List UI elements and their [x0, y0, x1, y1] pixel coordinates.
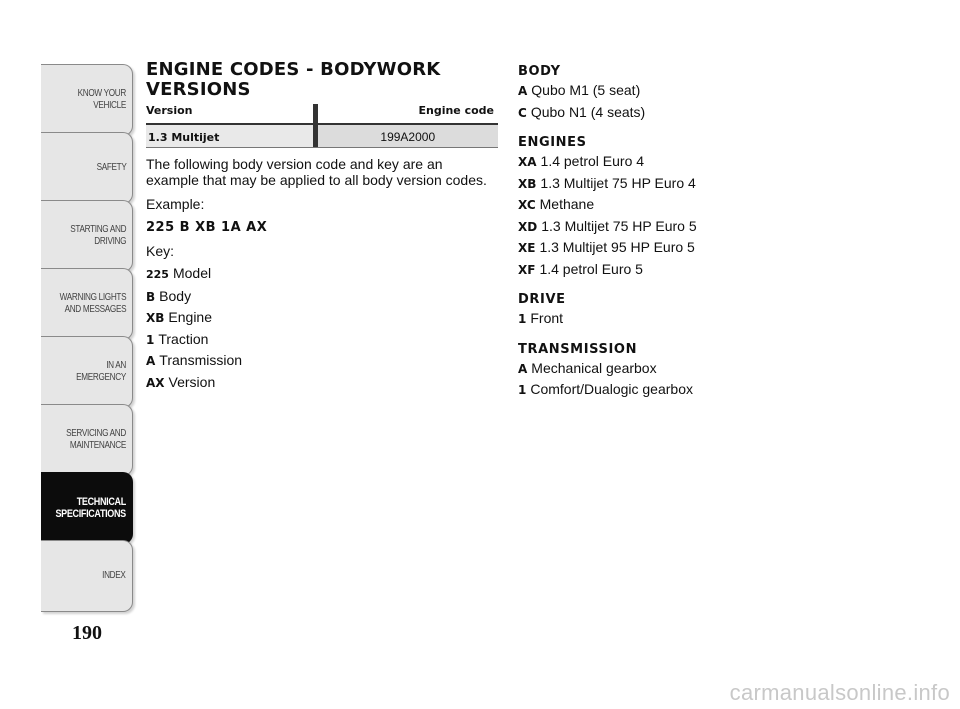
item-text: Front: [530, 310, 564, 326]
header-engine-code: Engine code: [318, 104, 498, 124]
tab-servicing[interactable]: [41, 404, 133, 476]
tab-label: IN AN EMERGENCY: [76, 360, 126, 383]
cell-version: 1.3 Multijet: [146, 124, 313, 148]
item-text: Qubo N1 (4 seats): [530, 103, 646, 120]
item-text: 1.3 Multijet 75 HP Euro 4: [540, 174, 696, 191]
list-item: [146, 263, 498, 286]
item-code: XF: [518, 262, 536, 277]
key-code: B: [146, 289, 156, 304]
list-item: [518, 102, 778, 124]
section-title: ENGINE CODES - BODYWORK VERSIONS: [146, 59, 441, 100]
list-item: [518, 237, 778, 259]
key-text: Traction: [158, 330, 209, 347]
item-text: Methane: [539, 196, 595, 212]
tab-starting-and-driving[interactable]: [41, 200, 133, 272]
item-text: 1.4 petrol Euro 4: [540, 153, 645, 169]
item-code: XC: [518, 198, 536, 212]
key-code: 1: [146, 332, 155, 347]
table-row: [146, 124, 498, 148]
engine-codes-section: [146, 60, 498, 393]
list-item: [518, 358, 778, 380]
key-list: [146, 263, 498, 393]
item-code: C: [518, 105, 527, 120]
key-text: Transmission: [159, 352, 243, 368]
intro-paragraph: The following body version code and key are an example that may be applied to all body version codes.: [146, 156, 487, 188]
item-text: 1.3 Multijet 75 HP Euro 5: [541, 217, 697, 234]
list-item: [146, 329, 498, 351]
list-item: [146, 372, 498, 394]
key-code: 225: [146, 268, 169, 281]
key-text: Engine: [168, 309, 212, 325]
key-code: XB: [146, 311, 165, 325]
list-item: [518, 379, 778, 401]
list-item: [518, 173, 778, 195]
heading-drive: DRIVE: [518, 292, 566, 307]
key-text: Body: [159, 287, 192, 304]
heading-body: BODY: [518, 64, 561, 79]
list-item: [518, 259, 778, 281]
item-code: XE: [518, 241, 536, 255]
tab-label: STARTING AND DRIVING: [70, 224, 126, 247]
list-item: [146, 307, 498, 329]
key-text: Version: [168, 373, 216, 390]
list-item: [518, 194, 778, 216]
list-item: [146, 350, 498, 372]
item-code: 1: [518, 312, 527, 326]
item-text: Mechanical gearbox: [531, 359, 657, 376]
key-text: Model: [172, 265, 212, 281]
item-code: XD: [518, 219, 538, 234]
tab-label: SAFETY: [96, 162, 126, 173]
tab-index[interactable]: [41, 540, 133, 612]
tab-know-your-vehicle[interactable]: [41, 64, 133, 136]
key-code: AX: [146, 375, 165, 390]
watermark: carmanualsonline.info: [729, 680, 950, 705]
item-text: Comfort/Dualogic gearbox: [530, 381, 693, 397]
example-label: Example:: [146, 196, 205, 212]
tab-label: SERVICING AND MAINTENANCE: [66, 428, 126, 451]
heading-engines: ENGINES: [518, 135, 587, 150]
key-label: Key:: [146, 243, 175, 259]
key-code: A: [146, 354, 156, 368]
chapter-tab-nav: [41, 64, 133, 608]
list-item: [518, 151, 778, 173]
tab-label: KNOW YOUR VEHICLE: [77, 88, 126, 111]
item-code: A: [518, 361, 528, 376]
example-code: 225 B XB 1A AX: [146, 220, 268, 235]
tab-technical-specifications[interactable]: [41, 472, 133, 544]
table-header-row: [146, 104, 498, 124]
page-number: 190: [72, 622, 102, 644]
item-code: 1: [518, 383, 527, 397]
header-version: Version: [146, 104, 313, 124]
tab-safety[interactable]: [41, 132, 133, 204]
tab-label: WARNING LIGHTS AND MESSAGES: [59, 292, 126, 315]
list-item: [518, 308, 778, 330]
tab-label: TECHNICAL SPECIFICATIONS: [55, 496, 126, 520]
item-text: 1.4 petrol Euro 5: [539, 260, 643, 277]
item-text: 1.3 Multijet 95 HP Euro 5: [539, 239, 695, 255]
list-item: [518, 216, 778, 238]
item-code: XA: [518, 155, 537, 169]
item-code: XB: [518, 176, 537, 191]
heading-transmission: TRANSMISSION: [518, 341, 638, 357]
tab-label: INDEX: [102, 570, 126, 581]
cell-engine-code: 199A2000: [318, 124, 498, 148]
item-text: Qubo M1 (5 seat): [531, 82, 641, 98]
list-item: [518, 80, 778, 102]
code-legend: [518, 64, 778, 401]
engine-code-table: [146, 104, 498, 148]
item-code: A: [518, 84, 528, 98]
tab-warning-lights[interactable]: [41, 268, 133, 340]
list-item: [146, 286, 498, 308]
tab-in-an-emergency[interactable]: [41, 336, 133, 408]
